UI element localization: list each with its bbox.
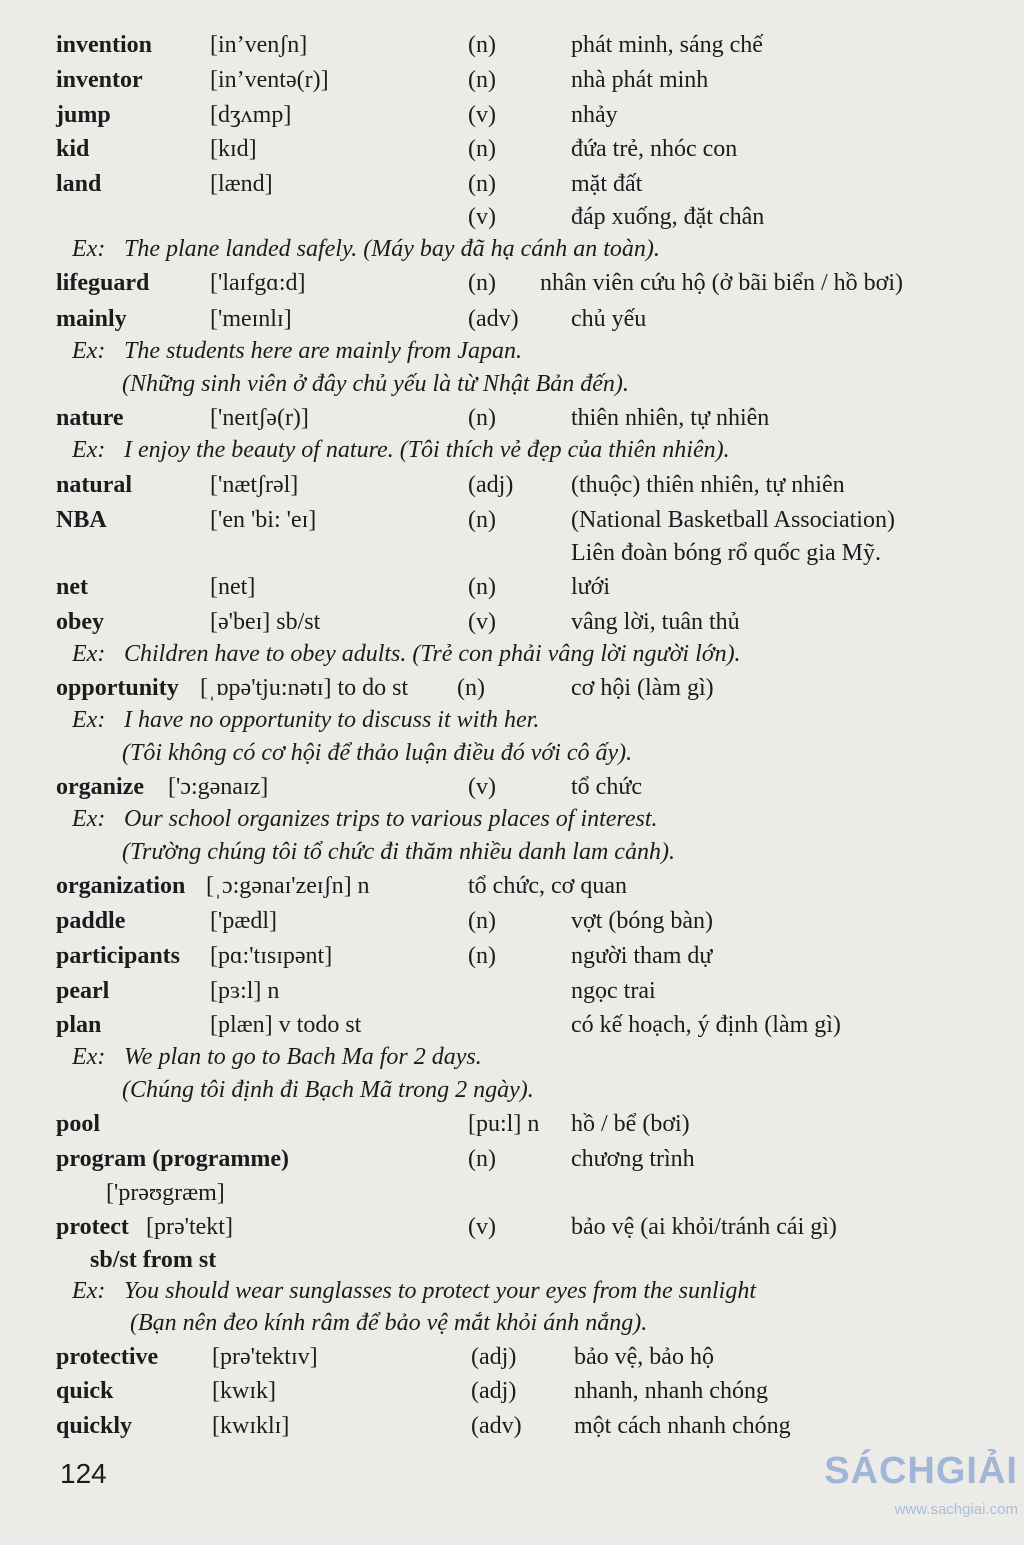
entry-lifeguard bbox=[0, 266, 1024, 300]
entry-nba bbox=[0, 503, 1024, 537]
entry-meaning: vâng lời, tuân thủ bbox=[571, 609, 740, 635]
example-opportunity bbox=[72, 703, 1012, 737]
entry-land-verb bbox=[0, 200, 1024, 234]
entry-phonetic: [prə'tektɪv] bbox=[212, 1344, 318, 1370]
example-plan bbox=[72, 1040, 1012, 1074]
example-label: Ex: bbox=[72, 236, 106, 262]
entry-phonetic: ['pædl] bbox=[210, 908, 277, 934]
entry-word: organization bbox=[56, 873, 186, 899]
example-opportunity-translation: (Tôi không có cơ hội để thảo luận điều đó với cô ấy). bbox=[122, 740, 633, 766]
entry-meaning: người tham dự bbox=[571, 943, 713, 969]
entry-word: quickly bbox=[56, 1413, 133, 1439]
entry-phonetic: ['meɪnlɪ] bbox=[210, 306, 292, 332]
entry-phonetic: [net] bbox=[210, 574, 256, 600]
entry-pos: (n) bbox=[468, 405, 496, 431]
entry-phonetic: [kwɪk] bbox=[212, 1378, 276, 1404]
entry-phonetic: [kɪd] bbox=[210, 136, 257, 162]
entry-organize bbox=[0, 770, 1024, 804]
watermark-logo bbox=[808, 1450, 1018, 1540]
example-label: Ex: bbox=[72, 1044, 106, 1070]
entry-protective bbox=[0, 1340, 1024, 1374]
entry-phonetic: [pɑ:'tɪsɪpənt] bbox=[210, 943, 333, 969]
entry-meaning: cơ hội (làm gì) bbox=[571, 675, 714, 701]
entry-opportunity bbox=[0, 671, 1024, 705]
entry-phonetic: [ə'beɪ] sb/st bbox=[210, 609, 321, 635]
entry-pos: (n) bbox=[468, 32, 496, 58]
example-plan-translation: (Chúng tôi định đi Bạch Mã trong 2 ngày). bbox=[122, 1077, 534, 1103]
entry-pos: (adj) bbox=[468, 472, 514, 498]
entry-meaning: chương trình bbox=[571, 1146, 695, 1172]
entry-kid bbox=[0, 132, 1024, 166]
entry-meaning: đáp xuống, đặt chân bbox=[571, 204, 765, 230]
entry-inventor bbox=[0, 63, 1024, 97]
entry-meaning: (thuộc) thiên nhiên, tự nhiên bbox=[571, 472, 845, 498]
entry-word: opportunity bbox=[56, 675, 179, 701]
entry-meaning: chủ yếu bbox=[571, 306, 647, 332]
entry-phonetic: ['nætʃrəl] bbox=[210, 472, 299, 498]
entry-meaning: một cách nhanh chóng bbox=[574, 1413, 791, 1439]
entry-participants bbox=[0, 939, 1024, 973]
entry-meaning: có kế hoạch, ý định (làm gì) bbox=[571, 1012, 841, 1038]
entry-word: jump bbox=[56, 102, 111, 128]
example-protect-translation: (Bạn nên đeo kính râm để bảo vệ mắt khỏi ánh nắng). bbox=[130, 1310, 648, 1336]
entry-quick bbox=[0, 1374, 1024, 1408]
entry-plan bbox=[0, 1008, 1024, 1042]
entry-meaning: thiên nhiên, tự nhiên bbox=[571, 405, 770, 431]
entry-phonetic: ['neɪtʃə(r)] bbox=[210, 405, 309, 431]
entry-word: plan bbox=[56, 1012, 102, 1038]
entry-nature bbox=[0, 401, 1024, 435]
entry-meaning: nhà phát minh bbox=[571, 67, 709, 93]
entry-word: paddle bbox=[56, 908, 126, 934]
entry-pos: (adv) bbox=[471, 1413, 522, 1439]
entry-word: mainly bbox=[56, 306, 127, 332]
entry-pos: (n) bbox=[468, 67, 496, 93]
example-nature bbox=[72, 433, 1012, 467]
entry-quickly bbox=[0, 1409, 1024, 1443]
entry-phonetic: [lænd] bbox=[210, 171, 273, 197]
entry-pos: (n) bbox=[468, 270, 496, 296]
example-mainly-translation: (Những sinh viên ở đây chủ yếu là từ Nhật Bản đến). bbox=[122, 371, 629, 397]
entry-word: organize bbox=[56, 774, 144, 800]
entry-pearl bbox=[0, 974, 1024, 1008]
entry-word: protective bbox=[56, 1344, 159, 1370]
entry-word: natural bbox=[56, 472, 133, 498]
example-protect bbox=[72, 1274, 1012, 1308]
entry-word: net bbox=[56, 574, 88, 600]
entry-meaning: hồ / bể (bơi) bbox=[571, 1111, 690, 1137]
entry-meaning: ngọc trai bbox=[571, 978, 656, 1004]
entry-word: NBA bbox=[56, 507, 107, 533]
entry-meaning: nhảy bbox=[571, 102, 618, 128]
example-obey bbox=[72, 637, 1012, 671]
example-mainly bbox=[72, 334, 1012, 368]
entry-pos: (n) bbox=[468, 1146, 496, 1172]
entry-phonetic: [dʒʌmp] bbox=[210, 102, 292, 128]
entry-pos: (n) bbox=[468, 908, 496, 934]
brand-url: www.sachgiai.com bbox=[894, 1501, 1018, 1518]
entry-pos: (v) bbox=[468, 204, 496, 230]
example-label: Ex: bbox=[72, 437, 106, 463]
example-label: Ex: bbox=[72, 707, 106, 733]
entry-pos: (adv) bbox=[468, 306, 519, 332]
entry-word: pool bbox=[56, 1111, 101, 1137]
entry-net bbox=[0, 570, 1024, 604]
entry-program bbox=[0, 1142, 1024, 1176]
example-text: The plane landed safely. (Máy bay đã hạ cánh an toàn). bbox=[124, 236, 660, 262]
entry-pos: (v) bbox=[468, 102, 496, 128]
entry-phonetic: ['en 'bi: 'eɪ] bbox=[210, 507, 317, 533]
entry-meaning: (National Basketball Association) bbox=[571, 507, 895, 533]
entry-phonetic: [plæn] v todo st bbox=[210, 1012, 362, 1038]
example-label: Ex: bbox=[72, 338, 106, 364]
example-text: I have no opportunity to discuss it with her. bbox=[124, 707, 540, 733]
entry-phonetic: ['prəʊgræm] bbox=[106, 1180, 225, 1206]
example-label: Ex: bbox=[72, 806, 106, 832]
entry-pos: (adj) bbox=[471, 1344, 517, 1370]
page-number: 124 bbox=[60, 1458, 107, 1489]
entry-phonetic: [in’venʃn] bbox=[210, 32, 308, 58]
example-text: You should wear sunglasses to protect your eyes from the sunlight bbox=[124, 1278, 756, 1304]
entry-meaning: Liên đoàn bóng rổ quốc gia Mỹ. bbox=[571, 540, 881, 566]
example-land bbox=[72, 232, 1012, 266]
entry-land bbox=[0, 167, 1024, 201]
entry-invention bbox=[0, 28, 1024, 62]
entry-word: land bbox=[56, 171, 102, 197]
entry-meaning: bảo vệ, bảo hộ bbox=[574, 1344, 714, 1370]
entry-phonetic: [pɜ:l] n bbox=[210, 978, 280, 1004]
brand-name: SÁCHGIẢI bbox=[824, 1450, 1018, 1492]
entry-nba-cont bbox=[0, 536, 1024, 570]
entry-pos: (v) bbox=[468, 609, 496, 635]
entry-word: program (programme) bbox=[56, 1146, 290, 1172]
example-label: Ex: bbox=[72, 641, 106, 667]
entry-pos: (v) bbox=[468, 774, 496, 800]
entry-pos: (n) bbox=[468, 136, 496, 162]
example-text: I enjoy the beauty of nature. (Tôi thích vẻ đẹp của thiên nhiên). bbox=[124, 437, 730, 463]
entry-word: inventor bbox=[56, 67, 143, 93]
entry-word: kid bbox=[56, 136, 90, 162]
example-text: We plan to go to Bach Ma for 2 days. bbox=[124, 1044, 482, 1070]
entry-word: invention bbox=[56, 32, 153, 58]
entry-meaning: vợt (bóng bàn) bbox=[571, 908, 713, 934]
entry-jump bbox=[0, 98, 1024, 132]
example-label: Ex: bbox=[72, 1278, 106, 1304]
entry-pos: (adj) bbox=[471, 1378, 517, 1404]
entry-meaning: tổ chức bbox=[571, 774, 642, 800]
entry-pos: (n) bbox=[468, 171, 496, 197]
entry-mainly bbox=[0, 302, 1024, 336]
entry-natural bbox=[0, 468, 1024, 502]
entry-meaning: phát minh, sáng chế bbox=[571, 32, 763, 58]
entry-usage: sb/st from st bbox=[90, 1247, 217, 1273]
entry-protect bbox=[0, 1210, 1024, 1244]
entry-phonetic: [prə'tekt] bbox=[146, 1214, 233, 1240]
entry-word: nature bbox=[56, 405, 124, 431]
entry-word: quick bbox=[56, 1378, 114, 1404]
entry-phonetic: [ˌɔ:gənaɪ'zeɪʃn] n bbox=[206, 873, 370, 899]
entry-meaning: tổ chức, cơ quan bbox=[468, 873, 627, 899]
example-text: Our school organizes trips to various places of interest. bbox=[124, 806, 658, 832]
example-text: The students here are mainly from Japan. bbox=[124, 338, 522, 364]
entry-phonetic: [kwɪklɪ] bbox=[212, 1413, 290, 1439]
example-organize-translation: (Trường chúng tôi tổ chức đi thăm nhiều danh lam cảnh). bbox=[122, 839, 675, 865]
entry-phonetic: ['laɪfgɑ:d] bbox=[210, 270, 306, 296]
entry-pos: (n) bbox=[468, 574, 496, 600]
entry-phonetic: [in’ventə(r)] bbox=[210, 67, 329, 93]
entry-meaning: bảo vệ (ai khỏi/tránh cái gì) bbox=[571, 1214, 837, 1240]
entry-word: obey bbox=[56, 609, 104, 635]
entry-word: participants bbox=[56, 943, 181, 969]
entry-meaning: lưới bbox=[571, 574, 611, 600]
example-organize bbox=[72, 802, 1012, 836]
entry-meaning: mặt đất bbox=[571, 171, 643, 197]
entry-word: pearl bbox=[56, 978, 110, 1004]
entry-pos: (n) bbox=[468, 943, 496, 969]
entry-meaning: đứa trẻ, nhóc con bbox=[571, 136, 738, 162]
entry-word: lifeguard bbox=[56, 270, 150, 296]
entry-pos: (n) bbox=[457, 675, 485, 701]
entry-pool bbox=[0, 1107, 1024, 1141]
entry-pos: (v) bbox=[468, 1214, 496, 1240]
entry-organization bbox=[0, 869, 1024, 903]
entry-obey bbox=[0, 605, 1024, 639]
entry-phonetic: [pu:l] n bbox=[468, 1111, 540, 1137]
entry-pos: (n) bbox=[468, 507, 496, 533]
entry-protect-usage bbox=[0, 1243, 1024, 1277]
entry-meaning: nhanh, nhanh chóng bbox=[574, 1378, 768, 1404]
entry-phonetic: [ˌɒpə'tju:nətɪ] to do st bbox=[200, 675, 409, 701]
entry-paddle bbox=[0, 904, 1024, 938]
entry-word: protect bbox=[56, 1214, 129, 1240]
example-text: Children have to obey adults. (Trẻ con phải vâng lời người lớn). bbox=[124, 641, 741, 667]
entry-phonetic: ['ɔ:gənaɪz] bbox=[168, 774, 269, 800]
entry-program-phonetic bbox=[0, 1176, 1024, 1210]
entry-meaning: nhân viên cứu hộ (ở bãi biển / hồ bơi) bbox=[540, 270, 903, 296]
